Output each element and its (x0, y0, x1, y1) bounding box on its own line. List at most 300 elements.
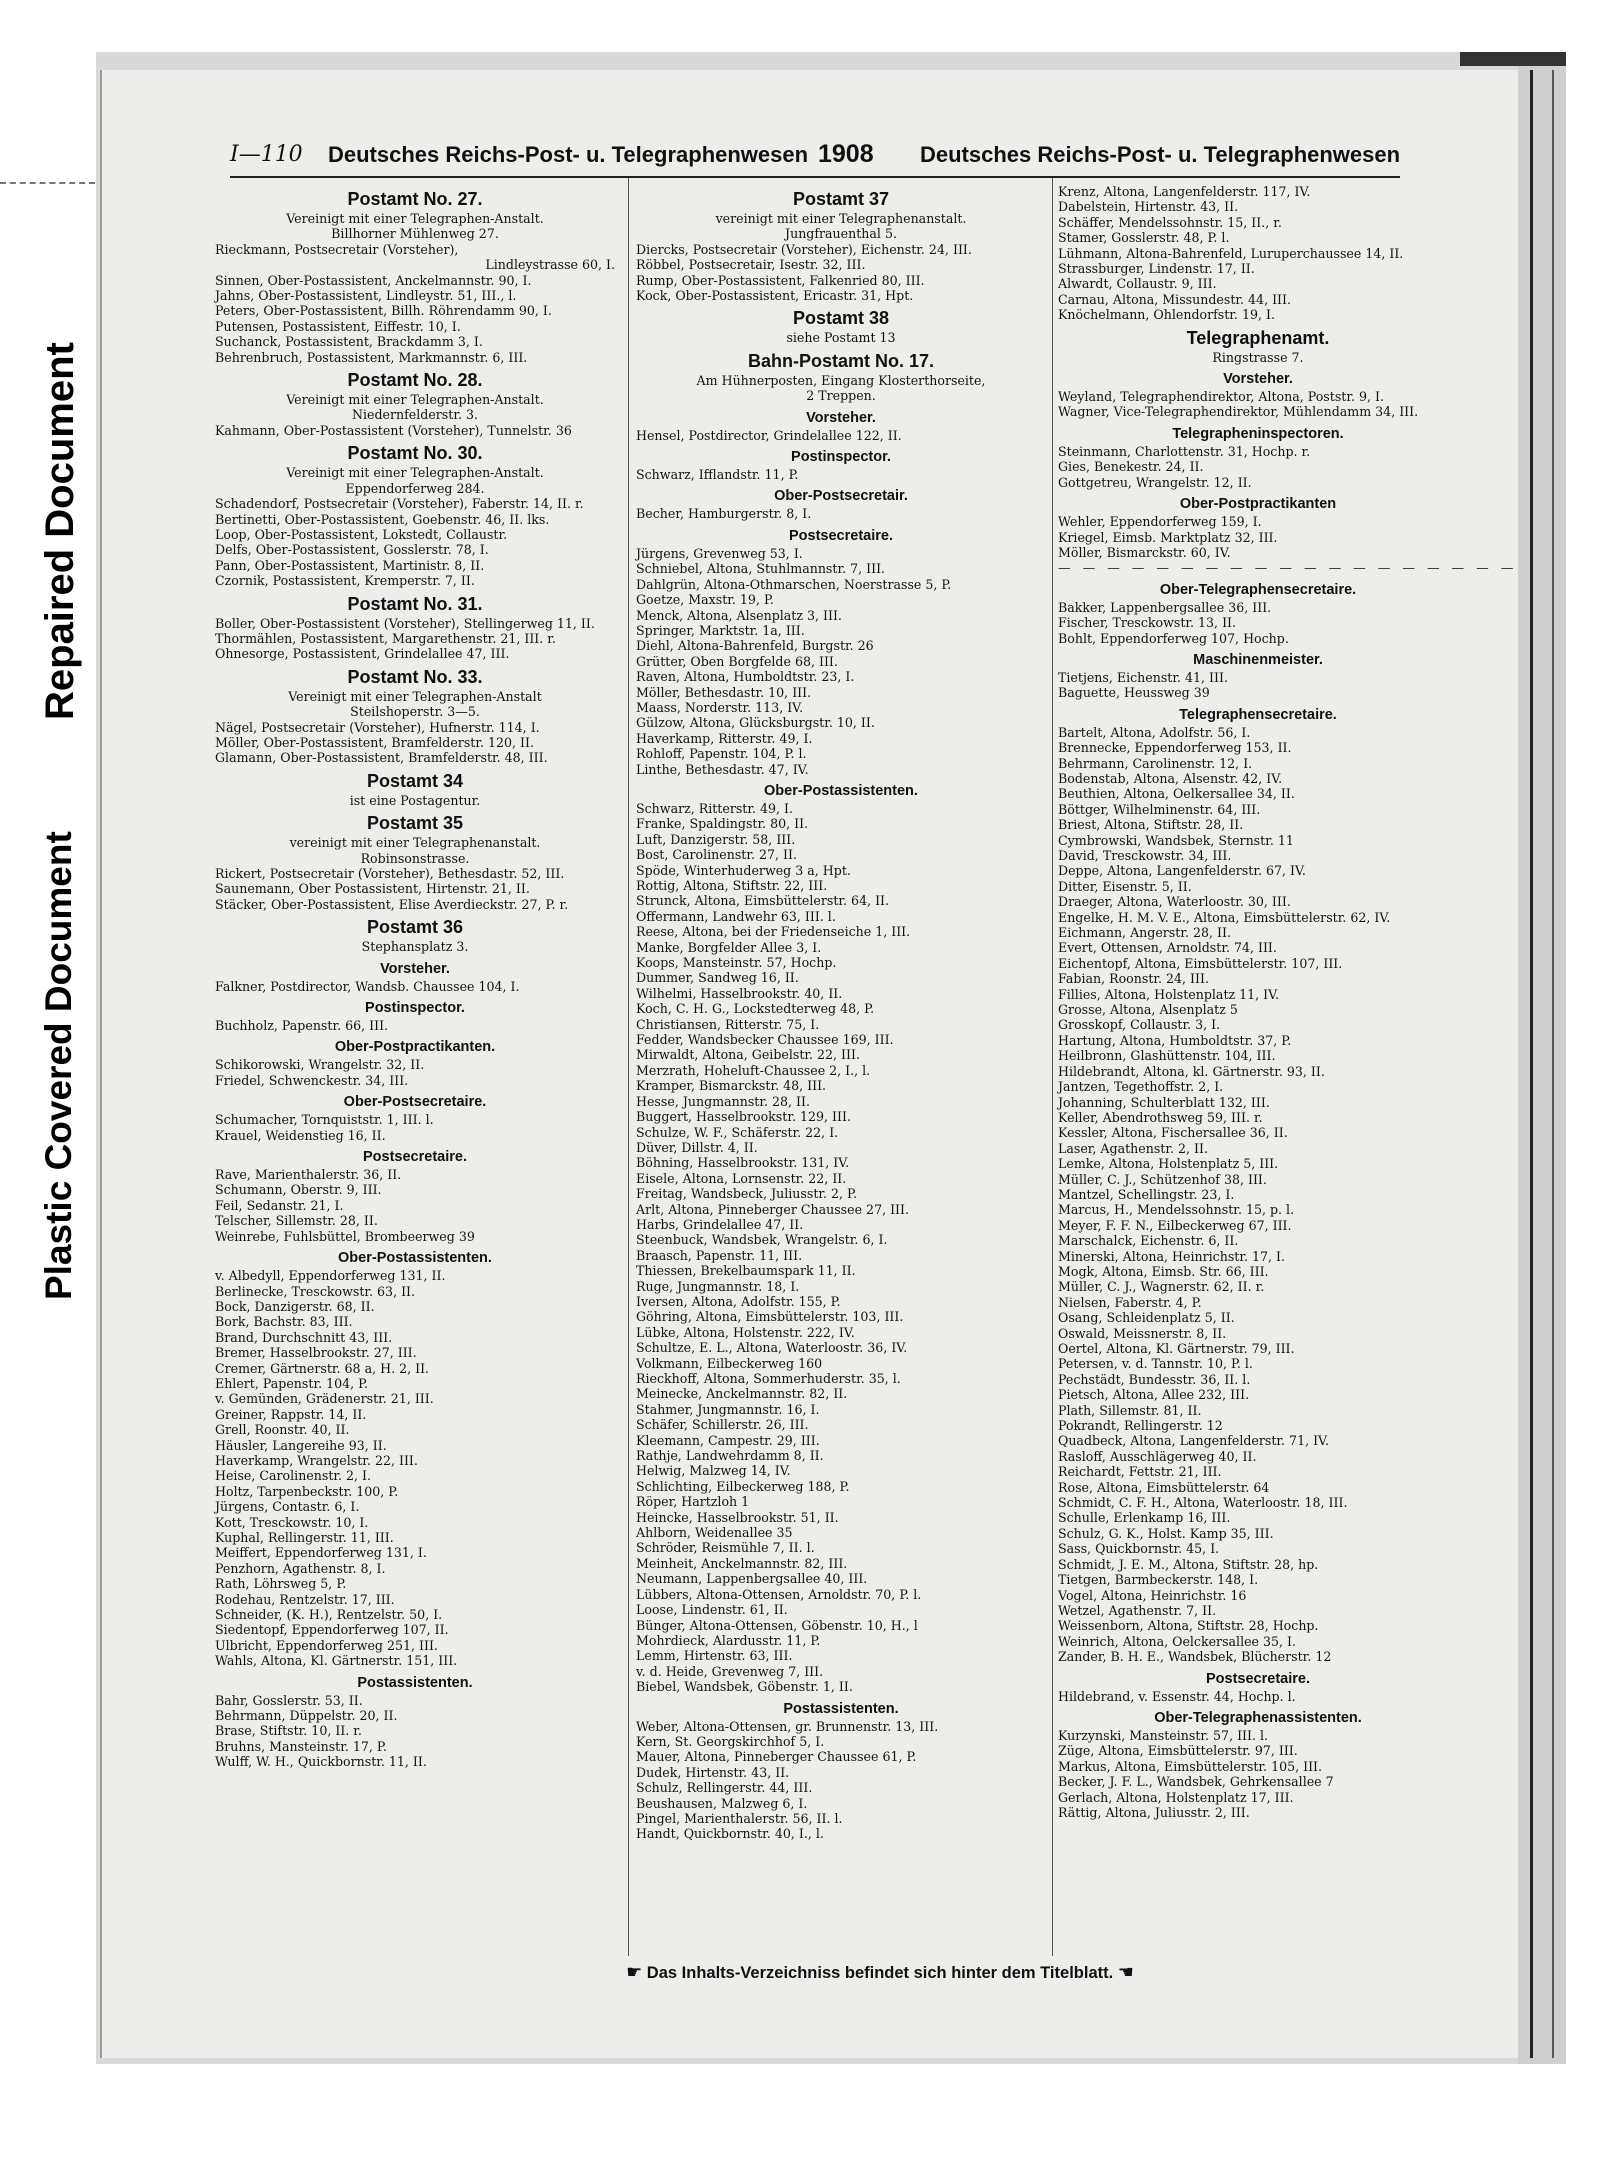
directory-entry: Lemke, Altona, Holstenplatz 5, III. (1058, 1156, 1279, 1172)
directory-entry: Marschalck, Eichenstr. 6, II. (1058, 1233, 1239, 1249)
directory-entry: Biebel, Wandsbek, Göbenstr. 1, II. (636, 1679, 853, 1695)
directory-entry: Meinecke, Anckelmannstr. 82, II. (636, 1386, 848, 1402)
directory-entry: Vogel, Altona, Heinrichstr. 16 (1058, 1587, 1247, 1603)
directory-entry: Gottgetreu, Wrangelstr. 12, II. (1058, 474, 1252, 490)
section-address: Am Hühnerposten, Eingang Klosterthorseite, (696, 372, 986, 388)
directory-entry: Eichmann, Angerstr. 28, II. (1058, 925, 1231, 941)
section-address: Robinsonstrasse. (360, 850, 470, 866)
directory-entry: Schikorowski, Wrangelstr. 32, II. (215, 1057, 425, 1073)
directory-entry: Wagner, Vice-Telegraphendirektor, Mühlendamm 34, III. (1058, 404, 1419, 420)
directory-entry: Schwarz, Ifflandstr. 11, P. (636, 467, 799, 483)
directory-entry: Johanning, Schulterblatt 132, III. (1058, 1094, 1270, 1110)
directory-entry: Helwig, Malzweg 14, IV. (636, 1463, 791, 1479)
section-heading: Postamt 38 (792, 308, 890, 329)
page-edge-line (1552, 70, 1554, 2058)
directory-entry: Dummer, Sandweg 16, II. (636, 970, 799, 986)
directory-entry: Christiansen, Ritterstr. 75, I. (636, 1016, 820, 1032)
directory-entry: Kurzynski, Mansteinstr. 57, III. l. (1058, 1727, 1269, 1743)
directory-entry: Maass, Norderstr. 113, IV. (636, 699, 804, 715)
directory-entry: Bremer, Hasselbrookstr. 27, III. (215, 1345, 417, 1361)
directory-entry: Falkner, Postdirector, Wandsb. Chaussee 104, I. (215, 978, 520, 994)
directory-entry: Nielsen, Faberstr. 4, P. (1058, 1294, 1202, 1310)
directory-entry: Draeger, Altona, Waterloostr. 30, III. (1058, 894, 1291, 910)
directory-entry: Weyland, Telegraphendirektor, Altona, Poststr. 9, I. (1058, 389, 1384, 405)
directory-entry: Eisele, Altona, Lornsenstr. 22, II. (636, 1170, 847, 1186)
directory-entry: Merzrath, Hoheluft-Chaussee 2, I., l. (636, 1062, 871, 1078)
directory-entry: Buggert, Hasselbrookstr. 129, III. (636, 1109, 851, 1125)
directory-entry: Rump, Ober-Postassistent, Falkenried 80, III. (636, 272, 925, 288)
column-left (215, 184, 615, 1770)
directory-entry: Bertinetti, Ober-Postassistent, Goebenstr. 46, II. lks. (215, 511, 550, 527)
subsection-heading: Maschinenmeister. (1193, 651, 1323, 668)
directory-entry: Bünger, Altona-Ottensen, Göbenstr. 10, H., l (636, 1617, 918, 1633)
directory-entry: Bodenstab, Altona, Alsenstr. 42, IV. (1058, 770, 1283, 786)
directory-entry: Cymbrowski, Wandsbek, Sternstr. 11 (1058, 832, 1294, 848)
subsection-heading: Ober-Postpractikanten. (334, 1039, 496, 1056)
directory-entry: Schmidt, J. E. M., Altona, Stiftstr. 28, hp. (1058, 1556, 1319, 1572)
directory-entry: Diercks, Postsecretair (Vorsteher), Eichenstr. 24, III. (636, 241, 972, 257)
directory-entry: Schäffer, Mendelssohnstr. 15, II., r. (1058, 214, 1282, 230)
directory-entry: Berlinecke, Tresckowstr. 63, II. (215, 1283, 416, 1299)
section-heading: Postamt No. 30. (347, 443, 483, 464)
directory-entry: Meinheit, Anckelmannstr. 82, III. (636, 1555, 848, 1571)
directory-entry: Evert, Ottensen, Arnoldstr. 74, III. (1058, 940, 1277, 956)
directory-entry: Raven, Altona, Humboldtstr. 23, I. (636, 669, 855, 685)
directory-entry: Brase, Stiftstr. 10, II. r. (215, 1723, 362, 1739)
directory-entry: Fedder, Wandsbecker Chaussee 169, III. (636, 1032, 894, 1048)
section-heading: Postamt 35 (366, 813, 464, 834)
directory-entry: Böhning, Hasselbrookstr. 131, IV. (636, 1155, 850, 1171)
directory-entry: Oertel, Altona, Kl. Gärtnerstr. 79, III. (1058, 1341, 1295, 1356)
directory-entry: Rath, Löhrsweg 5, P. (215, 1576, 347, 1592)
directory-entry: Bost, Carolinenstr. 27, II. (636, 847, 797, 863)
directory-entry: Hesse, Jungmannstr. 28, II. (636, 1093, 810, 1109)
directory-entry: Osang, Schleidenplatz 5, II. (1058, 1310, 1235, 1326)
directory-entry: Wilhelmi, Hasselbrookstr. 40, II. (636, 985, 843, 1001)
directory-entry: Krauel, Weidenstieg 16, II. (215, 1127, 386, 1143)
directory-entry: Keller, Abendrothsweg 59, III. r. (1058, 1109, 1263, 1125)
directory-entry: Rieckmann, Postsecretair (Vorsteher), (215, 241, 459, 257)
directory-entry: Pokrandt, Rellingerstr. 12 (1058, 1418, 1223, 1434)
directory-entry: v. d. Heide, Grevenweg 7, III. (636, 1663, 824, 1679)
directory-entry: Ditter, Eisenstr. 5, II. (1058, 878, 1192, 894)
plastic-covered-document-label: Plastic Covered Document (38, 831, 79, 1300)
directory-entry: Müller, C. J., Wagnerstr. 62, II. r. (1058, 1279, 1265, 1295)
directory-entry: Reese, Altona, bei der Friedenseiche 1, III. (636, 924, 911, 940)
directory-entry: Manke, Borgfelder Allee 3, I. (636, 939, 822, 955)
directory-entry: Rättig, Altona, Juliusstr. 2, III. (1058, 1804, 1250, 1820)
directory-entry: Jürgens, Grevenweg 53, I. (636, 545, 803, 561)
directory-entry: Feil, Sedanstr. 21, I. (215, 1197, 344, 1213)
directory-entry: Saunemann, Ober Postassistent, Hirtenstr. 21, II. (215, 881, 530, 897)
directory-entry: Weinrich, Altona, Oelckersallee 35, I. (1058, 1633, 1297, 1649)
directory-entry: Schulz, Rellingerstr. 44, III. (636, 1780, 813, 1796)
directory-entry: Müller, C. J., Schützenhof 38, III. (1058, 1171, 1267, 1187)
section-heading: Bahn-Postamt No. 17. (747, 350, 935, 371)
subsection-heading: Ober-Postsecretaire. (343, 1094, 487, 1111)
directory-entry: Möller, Ober-Postassistent, Bramfelderstr. 120, II. (215, 734, 534, 750)
directory-entry: Gerlach, Altona, Holstenplatz 17, III. (1058, 1789, 1294, 1805)
directory-entry: Fabian, Roonstr. 24, III. (1058, 971, 1209, 987)
directory-entry: Strunck, Altona, Eimsbüttelerstr. 64, II. (636, 893, 890, 909)
directory-entry: Schneider, (K. H.), Rentzelstr. 50, I. (215, 1607, 443, 1623)
section-address: vereinigt mit einer Telegraphenanstalt. (715, 211, 967, 226)
directory-entry: Dudek, Hirtenstr. 43, II. (636, 1764, 790, 1780)
directory-entry: Fillies, Altona, Holstenplatz 11, IV. (1058, 986, 1280, 1002)
directory-entry: Ahlborn, Weidenallee 35 (636, 1525, 793, 1541)
directory-entry: Kock, Ober-Postassistent, Ericastr. 31, Hpt. (636, 288, 914, 304)
directory-entry: Züge, Altona, Eimsbüttelerstr. 97, III. (1058, 1743, 1298, 1759)
section-address: Vereinigt mit einer Telegraphen-Anstalt (288, 688, 542, 704)
directory-entry: Tietjens, Eichenstr. 41, III. (1058, 669, 1228, 685)
directory-entry: Rasloff, Ausschlägerweg 40, II. (1058, 1448, 1257, 1464)
directory-entry-continuation: Lindleystrasse 60, I. (485, 257, 615, 273)
directory-entry: Luft, Danzigerstr. 58, III. (636, 831, 796, 847)
directory-entry: Delfs, Ober-Postassistent, Gosslerstr. 78, I. (215, 542, 489, 558)
subsection-heading: Postsecretaire. (363, 1149, 467, 1166)
directory-entry: Pechstädt, Bundesstr. 36, II. l. (1058, 1371, 1251, 1387)
section-address: vereinigt mit einer Telegraphenanstalt. (289, 835, 541, 851)
directory-entry: v. Albedyll, Eppendorferweg 131, II. (215, 1268, 446, 1284)
directory-entry: David, Tresckowstr. 34, III. (1058, 848, 1232, 863)
directory-entry: Volkmann, Eilbeckerweg 160 (636, 1355, 823, 1371)
directory-entry: Gies, Benekestr. 24, II. (1058, 459, 1204, 475)
directory-entry: Wetzel, Agathenstr. 7, II. (1058, 1602, 1217, 1618)
footer-note (470, 1962, 1290, 1983)
subsection-heading: Ober-Telegraphenassistenten. (1154, 1709, 1362, 1726)
section-address: siehe Postamt 13 (786, 330, 896, 346)
subsection-heading: Ober-Postpractikanten (1179, 496, 1337, 513)
directory-entry: Wahls, Altona, Kl. Gärtnerstr. 151, III. (215, 1653, 458, 1669)
directory-entry: Schultze, E. L., Altona, Waterloostr. 36, IV. (636, 1340, 908, 1356)
directory-entry: Heise, Carolinenstr. 2, I. (215, 1468, 372, 1484)
subsection-heading: Vorsteher. (1223, 371, 1293, 388)
directory-entry: Telscher, Sillemstr. 28, II. (215, 1213, 378, 1229)
directory-entry: Marcus, H., Mendelssohnstr. 15, p. l. (1058, 1202, 1295, 1218)
directory-entry: Wehler, Eppendorferweg 159, I. (1058, 514, 1262, 530)
directory-entry: Grell, Roonstr. 40, II. (215, 1422, 350, 1438)
directory-entry: Kern, St. Georgskirchhof 5, I. (636, 1733, 825, 1749)
directory-entry: Behrenbruch, Postassistent, Markmannstr. 6, III. (215, 349, 528, 365)
directory-entry: Brand, Durchschnitt 43, III. (215, 1329, 393, 1345)
directory-entry: Braasch, Papenstr. 11, III. (636, 1247, 803, 1263)
subsection-heading: Telegraphensecretaire. (1179, 706, 1337, 723)
directory-entry: Heincke, Hasselbrookstr. 51, II. (636, 1509, 839, 1525)
column-separator (628, 178, 629, 1956)
directory-entry: Schulle, Erlenkamp 16, III. (1058, 1510, 1231, 1526)
directory-entry: Kriegel, Eimsb. Marktplatz 32, III. (1058, 529, 1278, 545)
directory-entry: Stahmer, Jungmannstr. 16, I. (636, 1401, 820, 1417)
directory-entry: Mirwaldt, Altona, Geibelstr. 22, III. (636, 1047, 860, 1063)
section-address: Ringstrasse 7. (1212, 349, 1304, 365)
directory-entry: Behrmann, Düppelstr. 20, II. (215, 1708, 398, 1724)
column-separator (1052, 178, 1053, 1956)
directory-entry: Markus, Altona, Eimsbüttelerstr. 105, III. (1058, 1758, 1323, 1774)
subsection-heading: Vorsteher. (380, 960, 450, 977)
section-heading: Postamt 34 (366, 770, 464, 791)
directory-entry: Bork, Bachstr. 83, III. (215, 1314, 353, 1330)
section-heading: Telegraphenamt. (1186, 327, 1330, 348)
directory-entry: Greiner, Rappstr. 14, II. (215, 1406, 367, 1422)
sidebar (0, 0, 95, 2177)
subsection-heading: Postassistenten. (783, 1700, 899, 1717)
section-heading: Postamt 36 (366, 917, 464, 938)
directory-entry: Hildebrandt, Altona, kl. Gärtnerstr. 93, II. (1058, 1063, 1325, 1079)
directory-entry: Harbs, Grindelallee 47, II. (636, 1216, 804, 1232)
section-address: ist eine Postagentur. (349, 792, 481, 808)
header-rule (230, 176, 1400, 178)
directory-entry: Penzhorn, Agathenstr. 8, I. (215, 1560, 386, 1576)
subsection-heading: Ober-Postassistenten. (338, 1250, 492, 1267)
pointing-hand-right-icon: ☛ (626, 1962, 643, 1982)
directory-entry: Holtz, Tarpenbeckstr. 100, P. (215, 1483, 399, 1499)
directory-entry: Arlt, Altona, Pinneberger Chaussee 27, III. (636, 1201, 910, 1217)
section-address: Vereinigt mit einer Telegraphen-Anstalt. (286, 211, 544, 226)
directory-entry: Schadendorf, Postsecretair (Vorsteher), Faberstr. 14, II. r. (215, 496, 584, 512)
section-address: 2 Treppen. (806, 388, 876, 404)
directory-entry: Bohlt, Eppendorferweg 107, Hochp. (1058, 630, 1289, 646)
directory-entry: Beushausen, Malzweg 6, I. (636, 1795, 808, 1811)
directory-entry: Ehlert, Papenstr. 104, P. (215, 1375, 369, 1391)
directory-entry: Freitag, Wandsbeck, Juliusstr. 2, P. (636, 1186, 857, 1202)
subsection-heading: Ober-Postsecretair. (774, 488, 908, 505)
directory-entry: Kuphal, Rellingerstr. 11, III. (215, 1530, 394, 1545)
page-edge-line (1530, 70, 1533, 2058)
section-heading: Postamt No. 31. (347, 593, 483, 614)
directory-entry: Göhring, Altona, Eimsbüttelerstr. 103, III. (636, 1309, 904, 1325)
sidebar-divider (0, 182, 95, 184)
directory-entry: Weber, Altona-Ottensen, gr. Brunnenstr. 13, III. (636, 1718, 939, 1734)
directory-entry: Schäfer, Schillerstr. 26, III. (636, 1417, 809, 1433)
directory-entry: Goetze, Maxstr. 19, P. (636, 592, 774, 608)
directory-entry: Mogk, Altona, Eimsb. Str. 66, III. (1058, 1263, 1269, 1279)
directory-entry: Boller, Ober-Postassistent (Vorsteher), Stellingerweg 11, II. (215, 615, 595, 631)
dashed-separator: — — — — — — — — — — — — — — — — — — — (1058, 560, 1518, 576)
directory-entry: Pingel, Marienthalerstr. 56, II. l. (636, 1810, 843, 1826)
directory-entry: Lühmann, Altona-Bahrenfeld, Luruperchaussee 14, II. (1058, 245, 1404, 261)
directory-entry: Handt, Quickbornstr. 40, I., l. (636, 1826, 824, 1842)
directory-entry: Petersen, v. d. Tannstr. 10, P. l. (1058, 1356, 1253, 1372)
directory-entry: Franke, Spaldingstr. 80, II. (636, 816, 809, 832)
directory-entry: Springer, Marktstr. 1a, III. (636, 622, 805, 638)
footer-text: Das Inhalts-Verzeichniss befindet sich hinter dem Titelblatt. (646, 1964, 1114, 1982)
directory-entry: Reichardt, Fettstr. 21, III. (1058, 1464, 1222, 1480)
column-middle (636, 184, 1046, 1842)
directory-entry: Beuthien, Altona, Oelkersallee 34, II. (1058, 786, 1295, 802)
directory-entry: Nägel, Postsecretair (Vorsteher), Hufnerstr. 114, I. (215, 719, 540, 735)
directory-entry: Dabelstein, Hirtenstr. 43, II. (1058, 199, 1239, 215)
directory-entry: Spöde, Winterhuderweg 3 a, Hpt. (636, 862, 851, 878)
directory-entry: Röbbel, Postsecretair, Isestr. 32, III. (636, 257, 866, 273)
directory-entry: Lübbers, Altona-Ottensen, Arnoldstr. 70, P. l. (636, 1586, 922, 1602)
directory-entry: Haverkamp, Wrangelstr. 22, III. (215, 1452, 418, 1468)
directory-entry: Brennecke, Eppendorferweg 153, II. (1058, 740, 1292, 756)
directory-entry: Eichentopf, Altona, Eimsbüttelerstr. 107, III. (1058, 955, 1343, 971)
directory-entry: Rose, Altona, Eimsbüttelerstr. 64 (1058, 1479, 1270, 1495)
directory-entry: Koch, C. H. G., Lockstedterweg 48, P. (636, 1001, 875, 1017)
directory-entry: Mantzel, Schellingstr. 23, I. (1058, 1186, 1235, 1202)
directory-entry: Glamann, Ober-Postassistent, Bramfelderstr. 48, III. (215, 750, 548, 766)
section-address: Steilshoperstr. 3—5. (350, 704, 480, 720)
directory-entry: Düver, Dillstr. 4, II. (636, 1139, 758, 1155)
directory-entry: Böttger, Wilhelminenstr. 64, III. (1058, 801, 1261, 817)
directory-entry: Lemm, Hirtenstr. 63, III. (636, 1648, 793, 1664)
subsection-heading: Telegrapheninspectoren. (1172, 425, 1344, 442)
page-number: I—110 (230, 142, 303, 167)
directory-entry: Bock, Danzigerstr. 68, II. (215, 1298, 375, 1314)
directory-entry: Schumann, Oberstr. 9, III. (215, 1182, 382, 1198)
directory-entry: Linthe, Bethesdastr. 47, IV. (636, 761, 809, 777)
section-heading: Postamt 37 (792, 189, 890, 209)
subsection-heading: Postsecretaire. (789, 527, 893, 544)
directory-entry: Rieckhoff, Altona, Sommerhuderstr. 35, l. (636, 1371, 901, 1386)
directory-entry: Schröder, Reismühle 7, II. l. (636, 1540, 815, 1556)
directory-entry: Grosskopf, Collaustr. 3, I. (1058, 1017, 1221, 1033)
directory-entry: Hartung, Altona, Humboldtstr. 37, P. (1058, 1032, 1292, 1048)
running-title-left: Deutsches Reichs-Post- u. Telegraphenwesen (328, 142, 809, 167)
directory-entry: Siedentopf, Eppendorferweg 107, II. (215, 1622, 449, 1638)
page-edge-tab (1460, 52, 1566, 66)
directory-entry: Schwarz, Ritterstr. 49, I. (636, 800, 794, 816)
subsection-heading: Ober-Telegraphensecretaire. (1159, 581, 1357, 598)
directory-entry: Meiffert, Eppendorferweg 131, I. (215, 1545, 427, 1561)
directory-entry: Rottig, Altona, Stiftstr. 22, III. (636, 878, 828, 893)
section-address: Billhorner Mühlenweg 27. (331, 226, 499, 242)
directory-entry: Becher, Hamburgerstr. 8, I. (636, 506, 812, 522)
directory-entry: Baguette, Heussweg 39 (1058, 685, 1210, 701)
directory-entry: Weissenborn, Altona, Stiftstr. 28, Hochp. (1058, 1618, 1319, 1634)
directory-entry: Stamer, Gosslerstr. 48, P. l. (1058, 230, 1230, 246)
directory-entry: Schulze, W. F., Schäferstr. 22, I. (636, 1124, 839, 1140)
directory-entry: Ruge, Jungmannstr. 18, I. (636, 1278, 800, 1294)
pointing-hand-left-icon: ☚ (1117, 1962, 1134, 1982)
directory-entry: Grosse, Altona, Alsenplatz 5 (1058, 1002, 1238, 1018)
directory-entry: Sinnen, Ober-Postassistent, Anckelmannstr. 90, I. (215, 272, 532, 288)
directory-entry: Quadbeck, Altona, Langenfelderstr. 71, IV. (1058, 1433, 1329, 1449)
directory-entry: Suchanck, Postassistent, Brackdamm 3, I. (215, 334, 483, 350)
directory-entry: Jantzen, Tegethoffstr. 2, I. (1058, 1079, 1224, 1095)
directory-entry: Wulff, W. H., Quickbornstr. 11, II. (215, 1754, 427, 1770)
directory-entry: Steinmann, Charlottenstr. 31, Hochp. r. (1058, 443, 1311, 459)
directory-entry: Krenz, Altona, Langenfelderstr. 117, IV. (1058, 184, 1311, 199)
directory-entry: Hensel, Postdirector, Grindelallee 122, II. (636, 427, 902, 443)
directory-entry: Oswald, Meissnerstr. 8, II. (1058, 1325, 1227, 1341)
directory-entry: Thiessen, Brekelbaumspark 11, II. (636, 1263, 856, 1279)
directory-entry: Strassburger, Lindenstr. 17, II. (1058, 261, 1255, 277)
directory-entry: Schniebel, Altona, Stuhlmannstr. 7, III. (636, 561, 886, 577)
subsection-heading: Postsecretaire. (1206, 1670, 1310, 1687)
subsection-heading: Postassistenten. (357, 1674, 473, 1691)
section-address: Eppendorferweg 284. (345, 480, 485, 496)
subsection-heading: Postinspector. (365, 1000, 465, 1017)
directory-entry: Buchholz, Papenstr. 66, III. (215, 1018, 389, 1034)
directory-entry: Briest, Altona, Stiftstr. 28, II. (1058, 817, 1244, 833)
directory-entry: Dahlgrün, Altona-Othmarschen, Noerstrasse 5, P. (636, 576, 952, 592)
section-heading: Postamt No. 33. (347, 666, 483, 687)
directory-entry: Loop, Ober-Postassistent, Lokstedt, Collaustr. (215, 526, 508, 542)
directory-entry: Pietsch, Altona, Allee 232, III. (1058, 1387, 1250, 1403)
directory-entry: Rodehau, Rentzelstr. 17, III. (215, 1591, 395, 1607)
directory-entry: Cremer, Gärtnerstr. 68 a, H. 2, II. (215, 1360, 430, 1376)
directory-entry: Carnau, Altona, Missundestr. 44, III. (1058, 291, 1292, 307)
directory-entry: Rathje, Landwehrdamm 8, II. (636, 1448, 824, 1464)
directory-entry: Alwardt, Collaustr. 9, III. (1058, 276, 1217, 292)
directory-entry: Tietgen, Barmbeckerstr. 148, I. (1058, 1572, 1259, 1588)
subsection-heading: Vorsteher. (806, 409, 876, 426)
directory-entry: Engelke, H. M. V. E., Altona, Eimsbüttelerstr. 62, IV. (1058, 909, 1391, 925)
section-address: Niedernfelderstr. 3. (351, 407, 478, 423)
directory-entry: Friedel, Schwenckestr. 34, III. (215, 1072, 409, 1088)
directory-entry: Möller, Bethesdastr. 10, III. (636, 684, 812, 700)
directory-entry: Schmidt, C. F. H., Altona, Waterloostr. 18, III. (1058, 1495, 1348, 1511)
directory-entry: Kessler, Altona, Fischersallee 36, II. (1058, 1125, 1288, 1141)
directory-entry: Putensen, Postassistent, Eiffestr. 10, I. (215, 318, 461, 334)
directory-entry: Offermann, Landwehr 63, III. l. (636, 908, 836, 924)
subsection-heading: Postinspector. (791, 449, 891, 466)
directory-entry: Becker, J. F. L., Wandsbek, Gehrkensallee 7 (1058, 1774, 1334, 1790)
directory-entry: Sass, Quickbornstr. 45, I. (1058, 1541, 1220, 1557)
directory-entry: Thormählen, Postassistent, Margarethenstr. 21, III. r. (215, 630, 556, 646)
directory-entry: Röper, Hartzloh 1 (636, 1494, 750, 1510)
directory-entry: Bartelt, Altona, Adolfstr. 56, I. (1058, 724, 1251, 740)
page-edge-strip (1518, 52, 1566, 2064)
directory-entry: Stäcker, Ober-Postassistent, Elise Averdieckstr. 27, P. r. (215, 896, 569, 912)
directory-entry: Mohrdieck, Alardusstr. 11, P. (636, 1632, 821, 1648)
directory-entry: Iversen, Altona, Adolfstr. 155, P. (636, 1293, 841, 1309)
directory-entry: Haverkamp, Ritterstr. 49, I. (636, 730, 813, 746)
directory-entry: Knöchelmann, Ohlendorfstr. 19, I. (1058, 307, 1275, 323)
directory-entry: Bruhns, Mansteinstr. 17, P. (215, 1738, 387, 1754)
directory-entry: Diehl, Altona-Bahrenfeld, Burgstr. 26 (636, 638, 874, 654)
year: 1908 (818, 140, 874, 168)
directory-entry: Jahns, Ober-Postassistent, Lindleystr. 51, III., l. (215, 288, 517, 304)
directory-entry: Rohloff, Papenstr. 104, P. l. (636, 746, 807, 762)
directory-entry: Jürgens, Contastr. 6, I. (215, 1499, 360, 1515)
directory-entry: Lübke, Altona, Holstenstr. 222, IV. (636, 1324, 855, 1340)
subsection-heading: Ober-Postassistenten. (764, 782, 918, 799)
directory-entry: Koops, Mansteinstr. 57, Hochp. (636, 955, 837, 971)
running-title-right: Deutsches Reichs-Post- u. Telegraphenwesen (920, 142, 1401, 167)
directory-entry: Hildebrand, v. Essenstr. 44, Hochp. l. (1058, 1688, 1296, 1704)
directory-entry: Heilbronn, Glashüttenstr. 104, III. (1058, 1048, 1276, 1064)
directory-entry: Mauer, Altona, Pinneberger Chaussee 61, P. (636, 1749, 917, 1765)
directory-entry: Ulbricht, Eppendorferweg 251, III. (215, 1637, 438, 1653)
directory-entry: Bahr, Gosslerstr. 53, II. (215, 1692, 363, 1708)
directory-entry: Schumacher, Tornquiststr. 1, III. l. (215, 1112, 434, 1128)
directory-entry: Grütter, Oben Borgfelde 68, III. (636, 653, 838, 669)
repaired-document-label: Repaired Document (38, 342, 82, 720)
directory-entry: Kott, Tresckowstr. 10, I. (215, 1514, 369, 1530)
directory-entry: Ohnesorge, Postassistent, Grindelallee 47, III. (215, 646, 510, 662)
directory-entry: Fischer, Tresckowstr. 13, II. (1058, 615, 1237, 631)
directory-entry: Czornik, Postassistent, Kremperstr. 7, II. (215, 573, 475, 589)
directory-entry: Zander, B. H. E., Wandsbek, Blücherstr. 12 (1058, 1649, 1332, 1665)
directory-entry: Kahmann, Ober-Postassistent (Vorsteher), Tunnelstr. 36 (215, 422, 572, 438)
directory-entry: Gülzow, Altona, Glücksburgstr. 10, II. (636, 715, 875, 731)
directory-entry: Minerski, Altona, Heinrichstr. 17, I. (1058, 1248, 1285, 1264)
section-address: Stephansplatz 3. (361, 939, 469, 955)
column-right (1058, 184, 1518, 1820)
directory-entry: Rave, Marienthalerstr. 36, II. (215, 1167, 402, 1183)
section-heading: Postamt No. 28. (347, 370, 483, 391)
directory-entry: Weinrebe, Fuhlsbüttel, Brombeerweg 39 (215, 1228, 475, 1244)
directory-entry: Behrmann, Carolinenstr. 12, I. (1058, 755, 1253, 771)
directory-entry: Menck, Altona, Alsenplatz 3, III. (636, 607, 842, 623)
directory-entry: Steenbuck, Wandsbek, Wrangelstr. 6, I. (636, 1232, 888, 1248)
directory-entry: Kleemann, Campestr. 29, III. (636, 1432, 820, 1448)
page-header (230, 142, 1400, 176)
directory-entry: Pann, Ober-Postassistent, Martinistr. 8, II. (215, 557, 485, 573)
